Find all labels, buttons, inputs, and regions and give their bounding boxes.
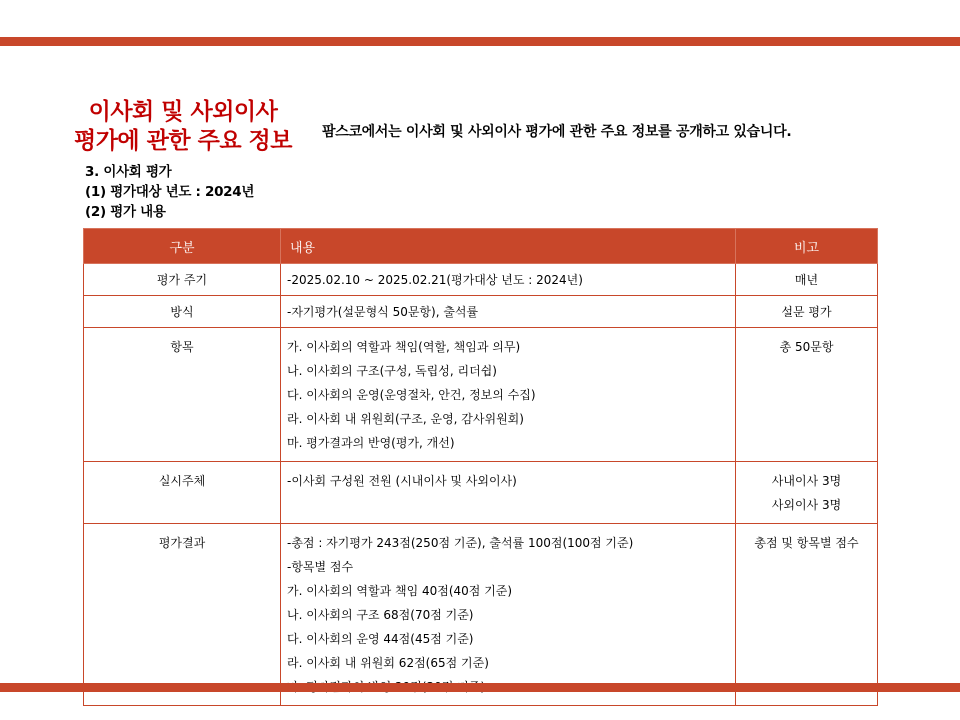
row-content-line: 라. 이사회 내 위원회 62점(65점 기준)	[287, 656, 489, 670]
table-row	[84, 264, 878, 296]
table-row	[84, 462, 878, 524]
row-content-line: 라. 이사회 내 위원회(구조, 운영, 감사위원회)	[287, 412, 524, 426]
evaluation-content-line: (2) 평가 내용	[85, 204, 166, 220]
row-content-line: 가. 이사회의 역할과 책임(역할, 책임과 의무)	[287, 340, 521, 354]
table-row	[84, 524, 878, 706]
table-header-row	[84, 229, 878, 264]
evaluation-year-line: (1) 평가대상 년도 : 2024년	[85, 184, 255, 200]
intro-text: 팜스코에서는 이사회 및 사외이사 평가에 관한 주요 정보를 공개하고 있습니다.	[322, 124, 792, 140]
row-note	[736, 264, 878, 296]
row-content-line: 가. 이사회의 역할과 책임 40점(40점 기준)	[287, 584, 513, 598]
row-content-line: 마. 평가결과의 반영(평가, 개선)	[287, 436, 455, 450]
section-heading-block	[85, 162, 254, 222]
row-content-line: 나. 이사회의 구조 68점(70점 기준)	[287, 608, 474, 622]
row-category: 실시주체	[84, 462, 281, 524]
row-note	[736, 462, 878, 524]
row-content-line: -자기평가(설문형식 50문항), 출석률	[287, 305, 479, 319]
row-content	[281, 462, 736, 524]
row-content-line: 나. 이사회의 구조(구성, 독립성, 리더쉽)	[287, 364, 497, 378]
row-note-line: 매년	[794, 273, 819, 287]
row-category: 항목	[84, 328, 281, 462]
row-content-line: -이사회 구성원 전원 (시내이사 및 사외이사)	[287, 474, 517, 488]
table-body	[84, 264, 878, 706]
row-content	[281, 524, 736, 706]
row-note-line: 설문 평가	[781, 305, 832, 319]
row-note	[736, 524, 878, 706]
row-note-line: 사외이사 3명	[771, 498, 842, 512]
row-category: 평가 주기	[84, 264, 281, 296]
page-title-line-1: 이사회 및 사외이사	[88, 99, 278, 125]
page-title	[62, 98, 304, 156]
row-content	[281, 328, 736, 462]
row-content	[281, 264, 736, 296]
section-heading: 3. 이사회 평가	[85, 164, 172, 180]
row-note-line: 총점 및 항목별 점수	[754, 536, 859, 550]
row-content-line: -항목별 점수	[287, 560, 354, 574]
column-header-content: 내용	[281, 229, 736, 264]
bottom-accent-bar	[0, 683, 960, 692]
column-header-category: 구분	[84, 229, 281, 264]
row-content-line: 다. 이사회의 운영 44점(45점 기준)	[287, 632, 474, 646]
page-title-line-2: 평가에 관한 주요 정보	[74, 128, 292, 154]
column-header-note: 비고	[736, 229, 878, 264]
row-category: 평가결과	[84, 524, 281, 706]
row-note	[736, 328, 878, 462]
top-accent-bar	[0, 37, 960, 46]
row-content-line: -2025.02.10 ~ 2025.02.21(평가대상 년도 : 2024년)	[287, 273, 583, 287]
table-row	[84, 296, 878, 328]
row-note-line: 총 50문항	[779, 340, 834, 354]
row-content-line: 다. 이사회의 운영(운영절차, 안건, 정보의 수집)	[287, 388, 536, 402]
row-category: 방식	[84, 296, 281, 328]
evaluation-table	[83, 228, 878, 706]
row-note-line: 사내이사 3명	[771, 474, 842, 488]
row-note	[736, 296, 878, 328]
row-content-line: -총점 : 자기평가 243점(250점 기준), 출석률 100점(100점 기준)	[287, 536, 634, 550]
table-row	[84, 328, 878, 462]
row-content	[281, 296, 736, 328]
